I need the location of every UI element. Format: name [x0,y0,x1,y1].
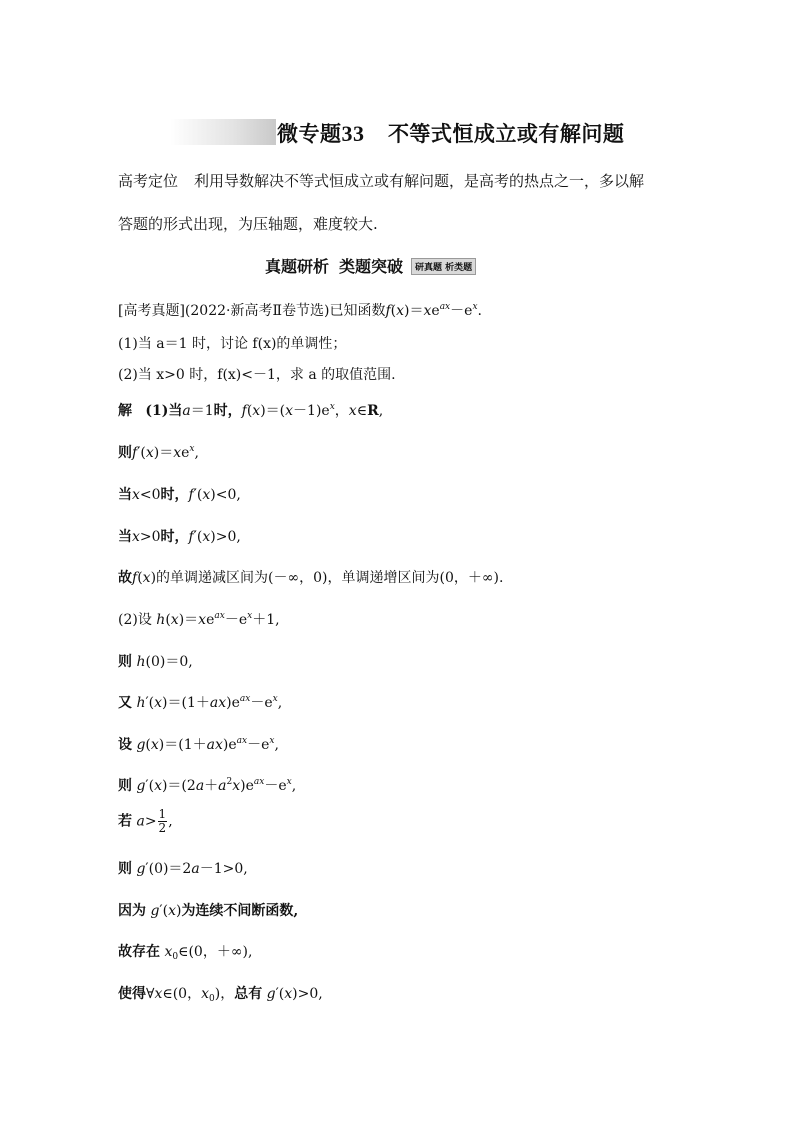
section-heading [265,254,476,277]
solution-line-13: 因为 g′(x)为连续不间断函数, [118,903,299,919]
s6-prefix: (2)设 [118,612,152,628]
s16-bold: 使得 [118,986,146,1002]
title-decoration-bar [170,119,276,145]
when-suffix-3: 时， [160,487,189,503]
solution-line-5: 故f(x)的单调递减区间为(－∞，0)，单调递增区间为(0，＋∞). [118,570,504,586]
s14-prefix: 因为 [118,903,146,919]
when-label-3: 当 [118,487,132,503]
s5-prefix: 故 [118,570,132,586]
when-suffix-4: 时， [160,529,189,545]
set-label: 设 [118,737,132,753]
intro-label: 高考定位 [118,172,179,190]
solution-line-1: 解 (1)当a＝1时，$f(x)=(x-1)e^x$，x∈R, [118,402,384,419]
section-title-1: 真题研析 [265,257,330,276]
intro-text-2: 答题的形式出现，为压轴题，难度较大. [118,215,378,233]
solution-s1-mid: 时， [213,403,242,419]
solution-line-10: 则 $g'(x)=(2a+a^2x)e^{ax}-e^x$, [118,777,297,794]
title-text: 不等式恒成立或有解问题 [387,122,625,146]
solution-line-12: 则 g′(0)＝2a－1>0, [118,861,248,877]
solution-line-7: 则 h(0)＝0, [118,654,193,670]
solution-line-6: (2)设 $h(x)=xe^{ax}-e^x+1$, [118,611,280,628]
solution-line-9: 设 $g(x)=(1+ax)e^{ax}-e^x$, [118,736,279,753]
problem-stem: [高考真题](2022·新高考Ⅱ卷节选)已知函数$f(x)=xe^{ax}-e^x$. [118,302,482,319]
then-label-7: 则 [118,654,132,670]
then-label-10: 则 [118,778,132,794]
if-label: 若 [118,813,132,830]
problem-source: [高考真题](2022·新高考Ⅱ卷节选) [118,303,330,319]
solution-s1-bold: (1)当 [145,403,183,419]
intro-line-2 [118,213,684,234]
section-title-2: 类题突破 [339,257,404,276]
s14-text: 为连续不间断函数, [181,903,299,919]
problem-stem-text: 已知函数 [329,303,386,319]
solution-jie: 解 [118,403,132,419]
page-title [277,118,624,148]
solution-line-15: 使得∀x∈(0，$x_0$)，总有 g′(x)>0, [118,986,323,1004]
title-prefix: 微专题 [277,122,342,146]
fraction-one-half: $\frac{1}{2}$ [158,807,167,835]
then-label-12: 则 [118,861,132,877]
title-number: 33 [341,121,365,146]
s5-text: 的单调递减区间为(－∞，0)，单调递增区间为(0，＋∞). [156,570,504,586]
solution-line-8: 又 $h'(x)=(1+ax)e^{ax}-e^x$, [118,694,283,711]
s16-mid: 总有 [234,986,263,1002]
intro-line-1 [118,170,684,191]
then-label-2: 则 [118,445,132,461]
when-label-4: 当 [118,529,132,545]
solution-line-14: 故存在 $x_0\in(0$，＋∞), [118,944,253,962]
intro-text-1: 利用导数解决不等式恒成立或有解问题，是高考的热点之一，多以解 [194,172,645,190]
problem-q2: (2)当 x>0 时，f(x)<－1，求 a 的取值范围. [118,367,396,383]
solution-line-4: 当x>0时，f′(x)>0, [118,529,241,545]
s15-bold: 故存在 [118,944,160,960]
section-badge: 研真题 析类题 [411,258,476,275]
solution-line-3: 当x<0时，f′(x)<0, [118,487,241,503]
problem-q1: (1)当 a＝1 时，讨论 f(x)的单调性； [118,336,347,352]
solution-line-2: 则$f'(x)=xe^x$, [118,444,199,461]
solution-line-11: 若 a> $\frac{1}{2}$ , [118,807,173,835]
also-label: 又 [118,695,132,711]
